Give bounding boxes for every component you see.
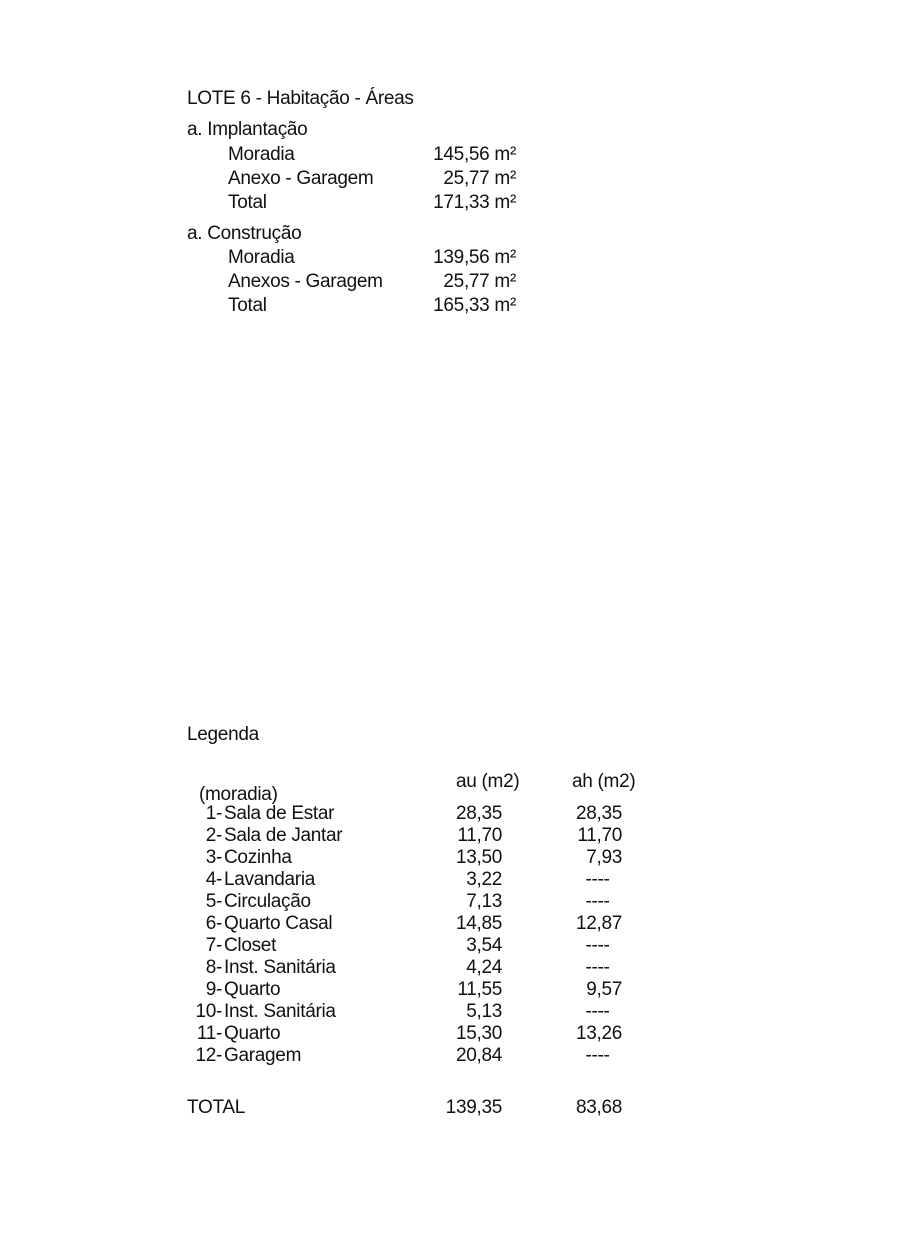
area-label: Anexo - Garagem bbox=[228, 168, 374, 189]
room-number: 12- bbox=[195, 1045, 222, 1066]
total-au: 139,35 bbox=[445, 1097, 502, 1118]
room-number: 5- bbox=[205, 891, 222, 912]
room-au: 3,54 bbox=[466, 935, 502, 956]
total-ah: 83,68 bbox=[575, 1097, 622, 1118]
room-au: 15,30 bbox=[455, 1023, 502, 1044]
area-label: Anexos - Garagem bbox=[228, 271, 383, 292]
room-au: 3,22 bbox=[466, 869, 502, 890]
room-au: 14,85 bbox=[455, 913, 502, 934]
room-name: Sala de Estar bbox=[224, 803, 335, 824]
room-name: Quarto Casal bbox=[224, 913, 333, 934]
room-name: Closet bbox=[224, 935, 277, 956]
room-ah: 11,70 bbox=[577, 825, 622, 846]
room-au: 11,55 bbox=[457, 979, 502, 1000]
room-ah: ---- bbox=[585, 869, 610, 890]
group-label: (moradia) bbox=[199, 784, 278, 805]
room-number: 3- bbox=[205, 847, 222, 868]
room-au: 7,13 bbox=[466, 891, 502, 912]
column-header-au: au (m2) bbox=[456, 771, 520, 792]
room-number: 8- bbox=[205, 957, 222, 978]
room-au: 13,50 bbox=[455, 847, 502, 868]
room-name: Inst. Sanitária bbox=[224, 957, 336, 978]
room-ah: ---- bbox=[585, 1001, 610, 1022]
area-value: 145,56 m² bbox=[433, 144, 516, 165]
column-header-ah: ah (m2) bbox=[572, 771, 636, 792]
area-value: 25,77 m² bbox=[443, 271, 516, 292]
room-ah: 7,93 bbox=[586, 847, 622, 868]
area-value: 165,33 m² bbox=[433, 295, 516, 316]
area-label: Moradia bbox=[228, 144, 295, 165]
room-number: 9- bbox=[205, 979, 222, 1000]
section-title-construcao: a. Construção bbox=[187, 223, 302, 244]
area-value: 139,56 m² bbox=[433, 247, 516, 268]
total-label: TOTAL bbox=[187, 1097, 245, 1118]
room-number: 11- bbox=[196, 1023, 222, 1044]
area-value: 25,77 m² bbox=[443, 168, 516, 189]
area-label: Total bbox=[228, 192, 267, 213]
room-number: 7- bbox=[205, 935, 222, 956]
room-au: 20,84 bbox=[455, 1045, 502, 1066]
room-ah: 28,35 bbox=[575, 803, 622, 824]
room-name: Quarto bbox=[224, 1023, 281, 1044]
room-name: Circulação bbox=[224, 891, 311, 912]
room-au: 28,35 bbox=[455, 803, 502, 824]
room-name: Lavandaria bbox=[224, 869, 316, 890]
room-ah: ---- bbox=[585, 935, 610, 956]
room-ah: ---- bbox=[585, 891, 610, 912]
room-ah: ---- bbox=[585, 957, 610, 978]
room-number: 1- bbox=[205, 803, 222, 824]
room-number: 6- bbox=[205, 913, 222, 934]
room-name: Sala de Jantar bbox=[224, 825, 343, 846]
room-name: Quarto bbox=[224, 979, 281, 1000]
room-number: 10- bbox=[195, 1001, 222, 1022]
room-ah: 9,57 bbox=[586, 979, 622, 1000]
area-value: 171,33 m² bbox=[433, 192, 516, 213]
room-number: 4- bbox=[205, 869, 222, 890]
room-au: 4,24 bbox=[466, 957, 502, 978]
area-label: Moradia bbox=[228, 247, 295, 268]
room-ah: 13,26 bbox=[575, 1023, 622, 1044]
room-au: 5,13 bbox=[466, 1001, 502, 1022]
legend-title: Legenda bbox=[187, 724, 259, 745]
room-name: Garagem bbox=[224, 1045, 302, 1066]
room-number: 2- bbox=[205, 825, 222, 846]
room-au: 11,70 bbox=[457, 825, 502, 846]
room-ah: 12,87 bbox=[575, 913, 622, 934]
room-ah: ---- bbox=[585, 1045, 610, 1066]
room-name: Cozinha bbox=[224, 847, 292, 868]
section-title-implantacao: a. Implantação bbox=[187, 119, 308, 140]
area-label: Total bbox=[228, 295, 267, 316]
areas-title: LOTE 6 - Habitação - Áreas bbox=[187, 88, 414, 109]
room-name: Inst. Sanitária bbox=[224, 1001, 336, 1022]
